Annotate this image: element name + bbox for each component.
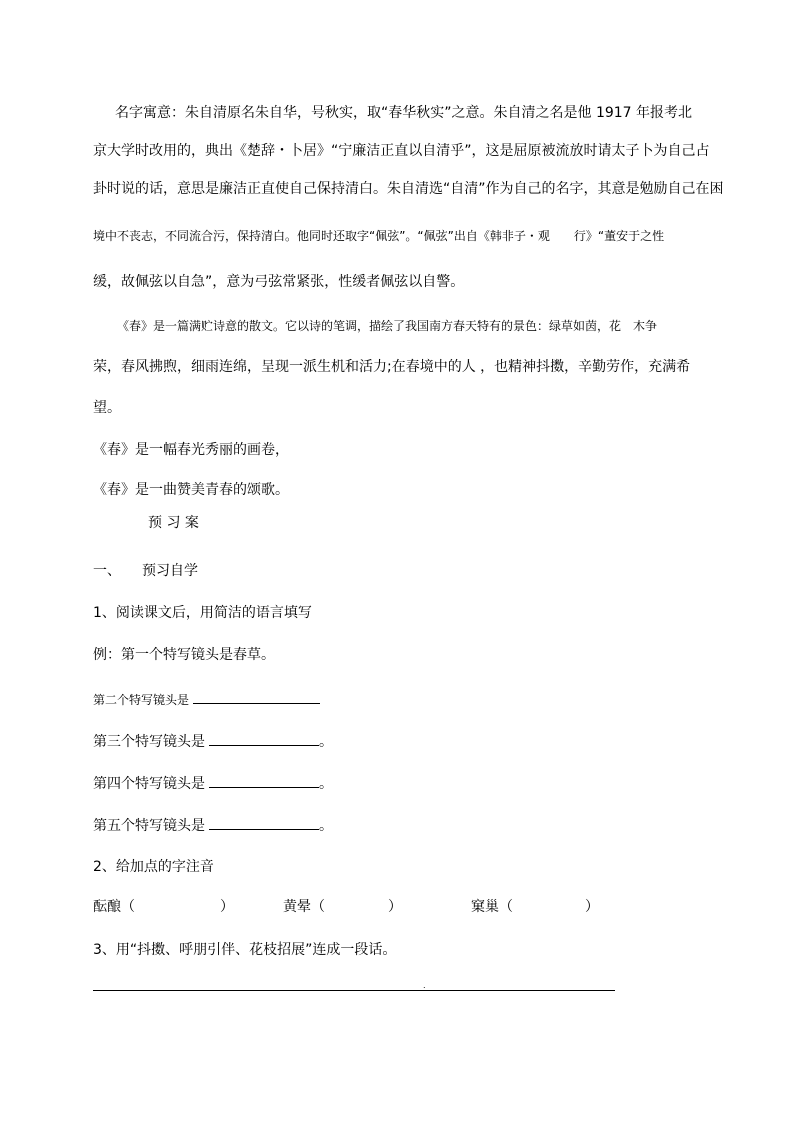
section-title: 预 习 案 <box>148 515 199 531</box>
shot-2-label: 第二个特写镜头是 <box>93 693 190 707</box>
word-2-label: 黄晕（ <box>283 899 325 915</box>
summary-line-2: 荣，春风拂煦，细雨连绵，呈现一派生机和活力;在春境中的人 ，也精神抖擞，辛勤劳作，充满希 <box>93 359 691 375</box>
example-line: 例：第一个特写镜头是春草。 <box>93 647 275 663</box>
summary-line-5: 《春》是一曲赞美青春的颂歌。 <box>93 482 289 498</box>
shot-5-blank <box>209 815 319 830</box>
shot-5-period: 。 <box>319 818 333 834</box>
intro-line-4: 境中不丧志，不同流合污，保持清白。他同时还取字“佩弦”。“佩弦”出自《韩非子・观 行》“董安于之性 <box>93 229 665 243</box>
summary-line-1: 《春》是一篇满贮诗意的散文。它以诗的笔调，描绘了我国南方春天特有的景色：绿草如茵，花 木争 <box>117 319 658 333</box>
word-3-close: ） <box>585 899 599 915</box>
shot-3-period: 。 <box>319 734 333 750</box>
intro-line-2: 京大学时改用的，典出《楚辞・卜居》“宁廉洁正直以自清乎”，这是屈原被流放时请太子卜为自己占 <box>93 143 710 159</box>
shot-2-line <box>93 689 320 710</box>
word-1-close: ） <box>220 899 234 915</box>
word-1-label: 酝酿（ <box>93 899 135 915</box>
shot-4-line <box>93 773 333 794</box>
intro-line-5: 缓，故佩弦以自急”，意为弓弦常紧张，性缓者佩弦以自警。 <box>93 274 465 290</box>
shot-3-label: 第三个特写镜头是 <box>93 734 205 750</box>
question-2: 2、给加点的字注音 <box>93 859 214 875</box>
shot-4-period: 。 <box>319 776 333 792</box>
shot-2-blank <box>193 689 320 704</box>
shot-4-label: 第四个特写镜头是 <box>93 776 205 792</box>
shot-3-line <box>93 731 333 752</box>
word-2-close: ） <box>388 899 402 915</box>
part1-heading-number: 一、 <box>93 563 121 579</box>
question-3: 3、用“抖擞、呼朋引伴、花枝招展”连成一段话。 <box>93 942 397 958</box>
shot-5-line <box>93 815 333 836</box>
question-1: 1、阅读课文后，用简洁的语言填写 <box>93 605 312 621</box>
intro-line-3: 卦时说的话，意思是廉洁正直使自己保持清白。朱自清选“自清”作为自己的名字，其意是勉励自己在困 <box>93 181 724 197</box>
summary-line-3: 望。 <box>93 400 121 416</box>
intro-line-1: 名字寓意：朱自清原名朱自华，号秋实，取“春华秋实”之意。朱自清之名是他 1917 年报考北 <box>115 105 693 121</box>
shot-4-blank <box>209 773 319 788</box>
line-dot: . <box>423 981 426 990</box>
word-3-label: 窠巢（ <box>471 899 513 915</box>
summary-line-4: 《春》是一幅春光秀丽的画卷， <box>93 442 289 458</box>
shot-3-blank <box>209 731 319 746</box>
answer-line <box>93 990 615 991</box>
part1-heading: 预习自学 <box>142 563 198 579</box>
shot-5-label: 第五个特写镜头是 <box>93 818 205 834</box>
